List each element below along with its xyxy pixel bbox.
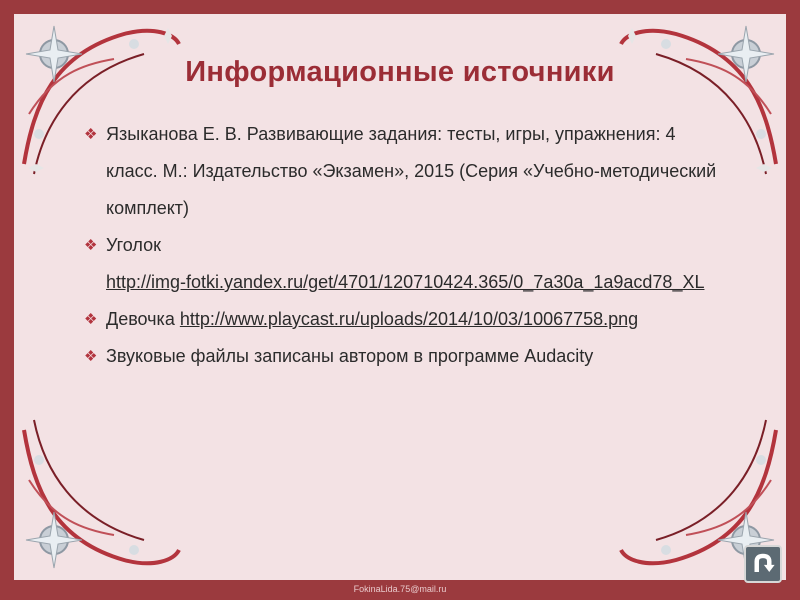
list-item — [84, 116, 724, 227]
source-list — [84, 116, 724, 375]
item-text: Уголок — [106, 235, 162, 255]
list-item — [84, 227, 724, 301]
return-button[interactable] — [744, 545, 782, 583]
list-item — [84, 301, 724, 338]
diamond-bullet-icon: ❖ — [84, 237, 98, 254]
diamond-bullet-icon: ❖ — [84, 126, 98, 143]
page-title: Информационные источники — [185, 56, 615, 88]
source-link[interactable]: http://www.playcast.ru/uploads/2014/10/03/10067758.png — [179, 309, 639, 329]
footer-email: FokinaLida.75@mail.ru — [353, 584, 447, 594]
return-arrow-icon — [746, 547, 780, 581]
diamond-bullet-icon: ❖ — [84, 311, 98, 328]
diamond-bullet-icon: ❖ — [84, 348, 98, 365]
item-text: Девочка — [106, 309, 180, 329]
list-item — [84, 338, 724, 375]
ornament-corner-icon — [14, 410, 184, 580]
item-text: Языканова Е. В. Развивающие задания: тесты, игры, упражнения: 4 класс. М.: Издательство «Экзамен», 2015 (Серия «Учебно-методический комплект) — [106, 124, 717, 218]
item-text: Звуковые файлы записаны автором в программе Audacity — [106, 346, 594, 366]
source-link[interactable]: http://img-fotki.yandex.ru/get/4701/120710424.365/0_7a30a_1a9acd78_XL — [106, 272, 705, 292]
